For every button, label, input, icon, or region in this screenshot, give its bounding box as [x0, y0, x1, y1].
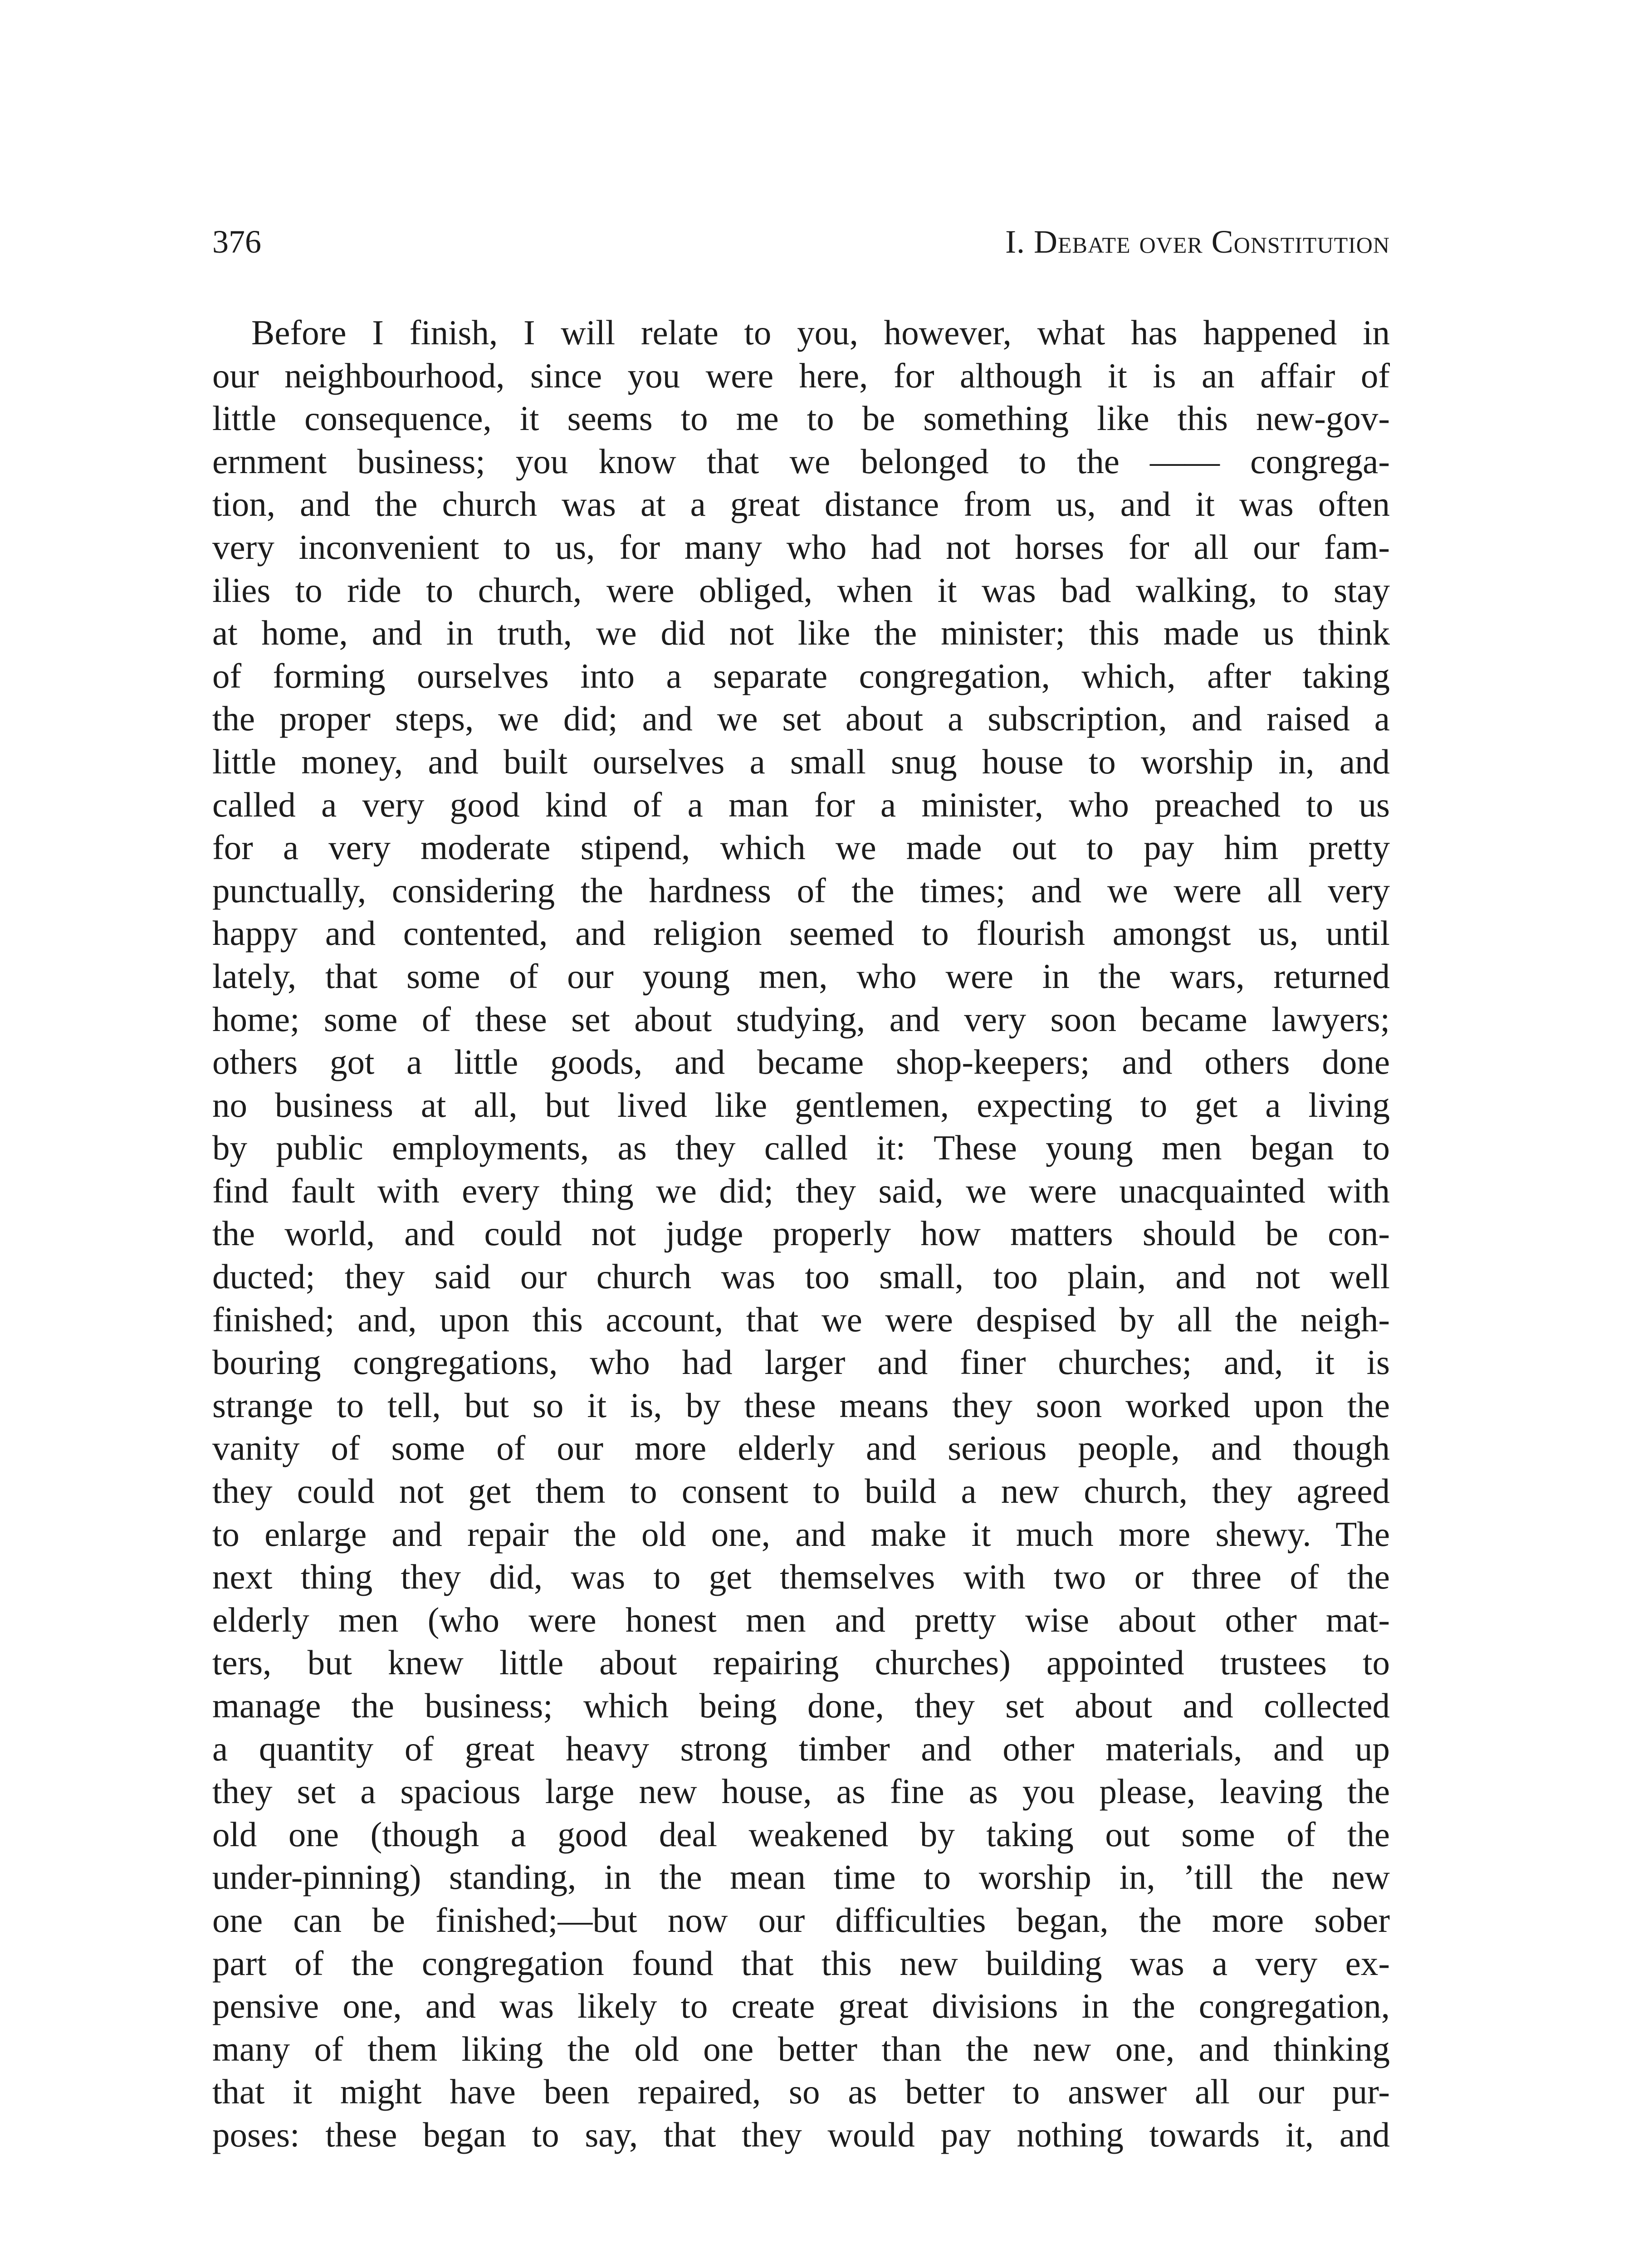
text-line: ters, but knew little about repairing churches) appointed trustees to — [212, 1643, 1390, 1682]
text-line: ilies to ride to church, were obliged, when it was bad walking, to stay — [212, 570, 1390, 610]
text-line: bouring congregations, who had larger and finer churches; and, it is — [212, 1343, 1390, 1382]
text-line: called a very good kind of a man for a minister, who preached to us — [212, 785, 1390, 824]
text-line: pensive one, and was likely to create great divisions in the congregation, — [212, 1986, 1390, 2026]
text-line: poses: these began to say, that they would pay nothing towards it, and — [212, 2115, 1390, 2154]
text-line: the proper steps, we did; and we set about a subscription, and raised a — [212, 699, 1390, 738]
text-line: little consequence, it seems to me to be something like this new-gov- — [212, 399, 1390, 438]
text-line: under-pinning) standing, in the mean time to worship in, ’till the new — [212, 1857, 1390, 1897]
body-text — [212, 311, 1390, 2156]
text-line: finished; and, upon this account, that we were despised by all the neigh- — [212, 1300, 1390, 1339]
text-line: they set a spacious large new house, as fine as you please, leaving the — [212, 1772, 1390, 1811]
text-line: ernment business; you know that we belonged to the —— congrega- — [212, 441, 1390, 481]
text-line: tion, and the church was at a great distance from us, and it was often — [212, 484, 1390, 524]
text-line: lately, that some of our young men, who were in the wars, returned — [212, 956, 1390, 996]
text-line: that it might have been repaired, so as better to answer all our pur- — [212, 2072, 1390, 2112]
text-line: to enlarge and repair the old one, and make it much more shewy. The — [212, 1514, 1390, 1554]
text-line: part of the congregation found that this new building was a very ex- — [212, 1943, 1390, 1983]
text-line: old one (though a good deal weakened by taking out some of the — [212, 1814, 1390, 1854]
text-line: no business at all, but lived like gentlemen, expecting to get a living — [212, 1085, 1390, 1124]
text-line: for a very moderate stipend, which we made out to pay him pretty — [212, 828, 1390, 867]
text-line: our neighbourhood, since you were here, for although it is an affair of — [212, 356, 1390, 395]
text-line: others got a little goods, and became shop-keepers; and others done — [212, 1042, 1390, 1082]
page-number: 376 — [212, 224, 261, 260]
running-head — [212, 221, 1390, 262]
text-line: vanity of some of our more elderly and serious people, and though — [212, 1428, 1390, 1468]
text-line: little money, and built ourselves a small snug house to worship in, and — [212, 742, 1390, 781]
text-line: many of them liking the old one better than the new one, and thinking — [212, 2029, 1390, 2068]
text-line: a quantity of great heavy strong timber and other materials, and up — [212, 1729, 1390, 1768]
text-line: Before I finish, I will relate to you, however, what has happened in — [251, 313, 1390, 352]
text-line: by public employments, as they called it: These young men began to — [212, 1128, 1390, 1168]
text-line: home; some of these set about studying, and very soon became lawyers; — [212, 999, 1390, 1039]
text-line: they could not get them to consent to build a new church, they agreed — [212, 1471, 1390, 1511]
text-line: the world, and could not judge properly how matters should be con- — [212, 1214, 1390, 1253]
section-title: I. Debate over Constitution — [1005, 224, 1390, 260]
text-line: next thing they did, was to get themselves with two or three of the — [212, 1557, 1390, 1597]
text-line: one can be finished;—but now our difficulties began, the more sober — [212, 1900, 1390, 1940]
text-line: punctually, considering the hardness of the times; and we were all very — [212, 870, 1390, 910]
text-line: find fault with every thing we did; they said, we were unacquainted with — [212, 1171, 1390, 1210]
text-line: ducted; they said our church was too small, too plain, and not well — [212, 1257, 1390, 1296]
text-line: happy and contented, and religion seemed to flourish amongst us, until — [212, 914, 1390, 953]
text-line: very inconvenient to us, for many who had not horses for all our fam- — [212, 527, 1390, 567]
text-line: of forming ourselves into a separate congregation, which, after taking — [212, 656, 1390, 695]
text-line: strange to tell, but so it is, by these means they soon worked upon the — [212, 1385, 1390, 1425]
text-line: manage the business; which being done, they set about and collected — [212, 1686, 1390, 1725]
text-line: at home, and in truth, we did not like the minister; this made us think — [212, 613, 1390, 653]
text-line: elderly men (who were honest men and pretty wise about other mat- — [212, 1600, 1390, 1639]
